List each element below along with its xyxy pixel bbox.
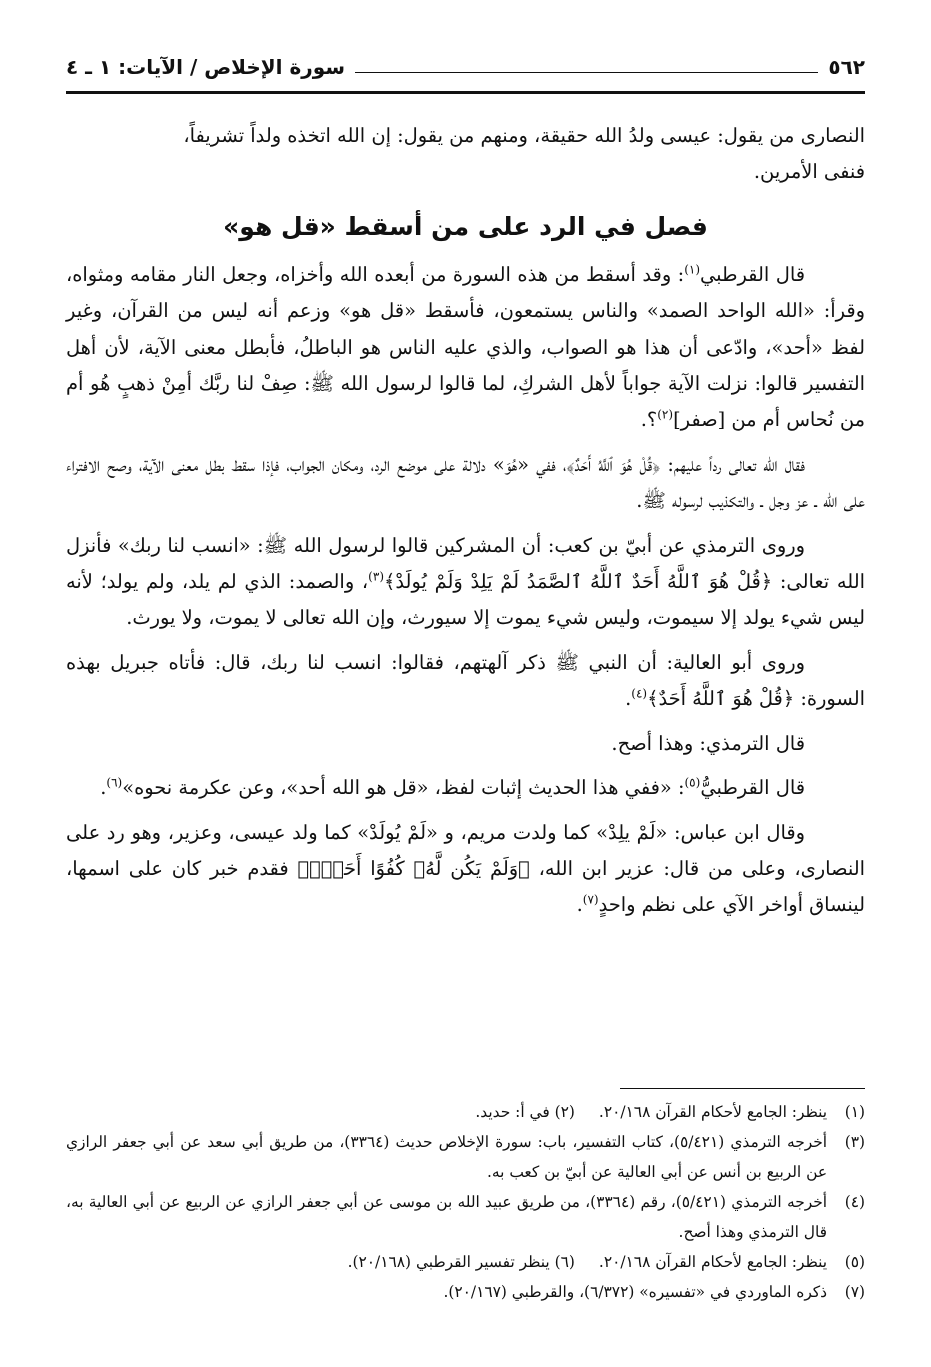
header-rule bbox=[66, 91, 865, 94]
paragraph-text: : «ففي هذا الحديث إثبات لفظ، «قل هو الله أحد»، وعن عكرمة نحوه» bbox=[122, 776, 685, 800]
footnote-ref[interactable]: (٧) bbox=[582, 892, 599, 907]
footnote-number: (٦) bbox=[554, 1253, 575, 1271]
paragraph-text: وروى أبو العالية: أن النبي ﷺ ذكر آلهتهم، فقالوا: انسب لنا ربك، قال: فأتاه جبريل بهذه السورة: ﴿قُلْ هُوَ ٱللَّهُ أَحَدٌ﴾ bbox=[66, 650, 865, 711]
page-number: ٥٦٢ bbox=[828, 55, 865, 79]
footnote-text: ينظر: الجامع لأحكام القرآن ٢٠/١٦٨. bbox=[598, 1103, 827, 1121]
footnote-ref[interactable]: (١) bbox=[684, 262, 701, 277]
footnote-item bbox=[66, 1277, 865, 1307]
paragraph-text: ؟. bbox=[640, 408, 658, 432]
paragraph-ibn-abbas bbox=[66, 815, 865, 924]
footnote-separator bbox=[620, 1088, 865, 1089]
footnote-ref[interactable]: (٤) bbox=[631, 686, 648, 701]
footnote-text: ذكره الماوردي في «تفسيره» (٦/٣٧٢)، والقرطبي (٢٠/١٦٧). bbox=[443, 1283, 827, 1301]
footnote-number: (٢) bbox=[554, 1103, 575, 1121]
footnote-number: (١) bbox=[844, 1103, 865, 1121]
paragraph-qurtubi-2 bbox=[66, 770, 865, 806]
footnote-ref[interactable]: (٣) bbox=[368, 569, 384, 584]
footnote-number: (٣) bbox=[844, 1133, 865, 1151]
paragraph-tirmidhi bbox=[66, 528, 865, 637]
section-heading: فصل في الرد على من أسقط «قل هو» bbox=[223, 211, 708, 241]
paragraph-response: فقال الله تعالى رداً عليهم: ﴿قُلْ هُوَ ٱللَّهُ أَحَدٌ﴾، ففي «هُوَ» دلالة على موضع الرد، ومكان الجواب، فإذا سقط بطل معنى الآية، وصح الافتراء على الله ـ عز وجل ـ والتكذيب لرسوله ﷺ. bbox=[66, 452, 865, 513]
footnote-ref[interactable]: (٦) bbox=[106, 775, 123, 790]
running-title: سورة الإخلاص / الآيات: ١ ـ ٤ bbox=[66, 55, 346, 79]
paragraph-text: . bbox=[100, 776, 107, 800]
footnotes bbox=[66, 1097, 865, 1307]
paragraph-text: وقال ابن عباس: «لَمْ يلِدْ» كما ولدت مريم، و «لَمْ يُولَدْ» كما ولد عيسى، وعزير، وهو رد على النصارى، وعلى من قال: عزير ابن الله، ﴿وَلَمْ يَكُن لَّهُۥ كُفُوًا أَحَدٌۢ﴾ فقدم خبر كان على اسمها، لينساق أواخر الآي على نظم واحدٍ bbox=[66, 820, 865, 917]
footnote-item bbox=[66, 1097, 865, 1127]
paragraph-text: . bbox=[576, 893, 583, 917]
paragraph-text: . bbox=[625, 687, 632, 711]
footnote-number: (٧) bbox=[844, 1283, 865, 1301]
footnote-item bbox=[66, 1247, 865, 1277]
footnote-text: ينظر: الجامع لأحكام القرآن ٢٠/١٦٨. bbox=[598, 1253, 827, 1271]
paragraph-text: قال القرطبي bbox=[700, 262, 805, 286]
paragraph-tirmidhi-verdict: قال الترمذي: وهذا أصح. bbox=[611, 731, 805, 755]
footnote-number: (٤) bbox=[844, 1193, 865, 1211]
paragraph-text: قال القرطبيُّ bbox=[700, 776, 805, 800]
footnote-text: ينظر تفسير القرطبي (٢٠/١٦٨). bbox=[347, 1253, 550, 1271]
page-header bbox=[66, 42, 865, 92]
intro-line-2: فنفى الأمرين. bbox=[753, 160, 865, 184]
paragraph-text: : وقد أسقط من هذه السورة من أبعده الله وأخزاه، وجعل النار مقامه ومثواه، وقرأ: «الله الواحد الصمد» والناس يستمعون، فأسقط «قل هو» وزعم أنه ليس من القرآن، وغير لفظ «أحد»، وادّعى أن هذا هو الصواب، والذي عليه الناس هو الباطلُ، فأبطل معنى الآية، لأن أهل التفسير قالوا: نزلت الآية جواباً لأهل الشركِ، لما قالوا لرسول الله ﷺ: صِفْ لنا ربَّك أمِنْ ذهبٍ هُو أم من نُحاس أم من [صفر] bbox=[66, 262, 865, 432]
footnote-item bbox=[66, 1127, 865, 1187]
main-text bbox=[66, 118, 865, 924]
paragraph-abu-aliya bbox=[66, 645, 865, 718]
header-divider bbox=[355, 72, 818, 73]
footnote-text: أخرجه الترمذي (٥/٤٢١)، رقم (٣٣٦٤)، من طريق عبيد الله بن موسى عن أبي جعفر الرازي عن الربيع عن أبي العالية به، قال الترمذي وهذا أصح. bbox=[66, 1193, 827, 1241]
footnote-number: (٥) bbox=[844, 1253, 865, 1271]
paragraph-qurtubi-1 bbox=[66, 257, 865, 439]
footnote-item bbox=[66, 1187, 865, 1247]
footnote-ref[interactable]: (٢) bbox=[657, 407, 674, 422]
intro-line-1: النصارى من يقول: عيسى ولدُ الله حقيقة، ومنهم من يقول: إن الله اتخذه ولداً تشريفاً، bbox=[183, 124, 865, 147]
footnote-ref[interactable]: (٥) bbox=[684, 775, 701, 790]
footnote-text: أخرجه الترمذي (٥/٤٢١)، كتاب التفسير، باب: سورة الإخلاص حديث (٣٣٦٤)، من طريق أبي سعد عن أبي جعفر الرازي عن الربيع بن أنس عن أبي العالية عن أبيّ بن كعب به. bbox=[66, 1133, 828, 1181]
footnote-text: في أ: حديد. bbox=[475, 1103, 550, 1121]
paragraph-text: وروى الترمذي عن أبيّ بن كعب: أن المشركين قالوا لرسول الله ﷺ: «انسب لنا ربك» فأنزل الله تعالى: ﴿قُلْ هُوَ ٱللَّهُ أَحَدٌ ٱللَّهُ ٱلصَّمَدُ لَمْ يَلِدْ وَلَمْ يُولَدْ﴾ bbox=[66, 533, 865, 594]
paragraph-text: ، والصمد: الذي لم يلد، ولم يولد؛ لأنه ليس شيء يولد إلا سيموت، وليس شيء يموت إلا سيورث، وإن الله تعالى لا يموت، ولا يورث. bbox=[66, 570, 865, 630]
